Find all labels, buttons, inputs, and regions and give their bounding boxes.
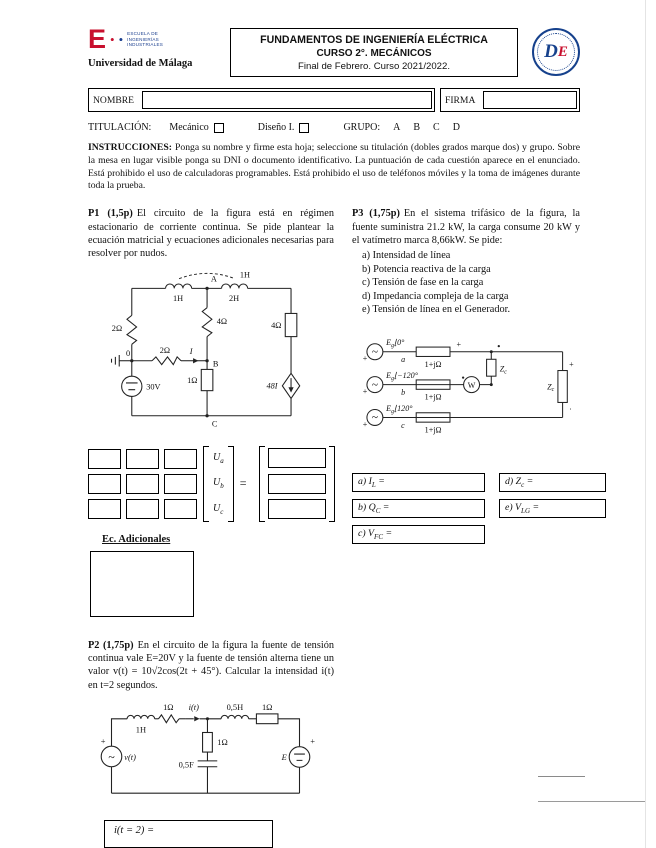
- p2-r2-label: 1Ω: [261, 702, 273, 713]
- instructions-text: Ponga su nombre y firme esta hoja; seleccione su titulación (dobles grados marque dos) y grupo. Sobre la mesa en lugar visible ponga su DNI o documento identificativo. La puntuación de cada cuestión aparece en el enunciado. Está prohibido el uso de calculadoras programables. Está prohibido el uso de teléfonos móviles y la toma de imágenes durante toda la prueba.: [88, 142, 580, 192]
- p2-cap-label: 0,5F: [178, 759, 194, 770]
- matrix-cell[interactable]: [88, 499, 121, 519]
- logo-line: INGENIERÍAS: [127, 36, 159, 42]
- identification-row: [88, 88, 580, 112]
- equals-sign: =: [239, 476, 247, 491]
- plus-mark: +: [569, 360, 574, 370]
- p3-item-e: e) Tensión de línea en el Generador.: [362, 304, 511, 316]
- p3-circuit-figure: [352, 333, 578, 455]
- p3-phase-b-label: b: [401, 388, 406, 398]
- plus-mark: +: [362, 387, 368, 397]
- nombre-input[interactable]: [142, 91, 432, 109]
- department-stamp-icon: [532, 28, 580, 76]
- p3-item-c: c) Tensión de fase en la carga: [362, 277, 484, 289]
- p1-matrix-equation: [88, 446, 334, 522]
- p3-source2-label: $E_g⌊-120^\circ$: [386, 371, 418, 383]
- p1-r2left-label: 2Ω: [111, 323, 123, 333]
- matrix-cell[interactable]: [88, 449, 121, 469]
- logo-dot-icon: •: [118, 31, 124, 47]
- p1-node-b-label: B: [212, 359, 219, 369]
- p1-mutual-label: 1H: [239, 270, 251, 280]
- matrix-cell[interactable]: [126, 474, 159, 494]
- p3-line-impedance-label: 1+jΩ: [424, 425, 442, 435]
- matrix-cell[interactable]: [164, 474, 197, 494]
- p1-nodes: [130, 286, 294, 417]
- plus-mark: +: [100, 736, 106, 747]
- p3-answers: [352, 473, 580, 544]
- p3-source1-label: $E_g⌊0^\circ$: [386, 338, 405, 350]
- answer-box-vlg[interactable]: e) $V_{LG}$ =: [499, 499, 606, 518]
- matrix-cell[interactable]: [164, 499, 197, 519]
- p2-answer-box[interactable]: [104, 820, 273, 848]
- p3-nodes: [462, 345, 500, 386]
- grupo-label: GRUPO:: [343, 122, 381, 133]
- p3-phase-c-label: c: [401, 421, 405, 431]
- firma-label: FIRMA: [445, 95, 476, 106]
- p2-answer-label: i(t = 2) =: [114, 825, 155, 837]
- p2-coil1-label: 1H: [135, 724, 147, 735]
- scan-artifact-line: [645, 0, 646, 848]
- p1-body: El circuito de la figura está en régimen estacionario de corriente continua. Se pide plantear la ecuación matricial y ecuaciones adicionales necesarias para resolver por nudos.: [88, 208, 334, 260]
- scan-artifact-line: [538, 776, 585, 777]
- p2-statement: [88, 639, 334, 693]
- p2-vt-label: v(t): [124, 752, 136, 763]
- matrix-cell[interactable]: [164, 449, 197, 469]
- stamp-letter: D: [544, 41, 558, 62]
- stamp-letter: E: [557, 43, 568, 60]
- p1-coil2-label: 2H: [229, 293, 240, 303]
- grupo-option-b[interactable]: B: [413, 122, 421, 133]
- p1-statement: [88, 207, 334, 261]
- matrix-cell[interactable]: [126, 499, 159, 519]
- ec-adicionales-box[interactable]: [90, 551, 194, 617]
- grupo-option-a[interactable]: A: [393, 122, 401, 133]
- plus-mark: +: [362, 420, 368, 430]
- p3-question-list: [352, 250, 580, 315]
- matrix-grid: [88, 449, 197, 519]
- p3-item-b: b) Potencia reactiva de la carga: [362, 263, 491, 275]
- matrix-cell[interactable]: [88, 474, 121, 494]
- vector-var: $U_a$: [213, 451, 224, 465]
- rhs-cell[interactable]: [268, 499, 326, 519]
- p3-load2-label: $Z_c$: [547, 382, 555, 394]
- course-subtitle: CURSO 2°. MECÁNICOS: [316, 48, 432, 59]
- titulacion-row: [88, 122, 580, 133]
- p1-coil1-label: 1H: [173, 293, 184, 303]
- p3-source3-label: $E_g⌊120^\circ$: [386, 404, 413, 416]
- p2-r1-label: 1Ω: [163, 702, 174, 713]
- university-name: Universidad de Málaga: [88, 58, 193, 69]
- p3-line-impedance-label: 1+jΩ: [424, 392, 442, 402]
- logo-text: [127, 31, 163, 48]
- p3-body: En el sistema trifásico de la figura, la fuente suministra 21.2 kW, la carga consume 20 kW y el vatímetro marca 8,66kW. Se pide:: [352, 208, 580, 246]
- p1-r4mid-label: 4Ω: [216, 316, 228, 326]
- p1-node-c-label: C: [211, 419, 218, 429]
- p1-circuit-figure: [98, 269, 320, 438]
- answer-box-vfc[interactable]: c) $V_{FC}$ =: [352, 525, 485, 544]
- p1-wires: [112, 284, 300, 416]
- p1-r4right-label: 4Ω: [271, 320, 282, 330]
- school-logo: [88, 26, 216, 69]
- answer-box-zc[interactable]: d) $Z_c$ =: [499, 473, 606, 492]
- plus-mark: +: [362, 354, 368, 364]
- nombre-label: NOMBRE: [93, 95, 135, 106]
- p2-heading: P2 (1,75p): [88, 639, 134, 651]
- p1-heading: P1 (1,5p): [88, 208, 133, 220]
- ac-source-icon: ~: [108, 751, 115, 765]
- p3-phase-a-label: a: [401, 355, 406, 365]
- answer-box-qc[interactable]: b) $Q_C$ =: [352, 499, 485, 518]
- ac-source-icon: ~: [371, 412, 378, 425]
- grupo-option-c[interactable]: C: [433, 122, 440, 133]
- voltage-vector: [203, 446, 234, 522]
- checkbox-mecanico[interactable]: [214, 123, 224, 133]
- p2-current-label: i(t): [188, 702, 199, 713]
- titulacion-label: TITULACIÓN:: [88, 122, 152, 133]
- header: [88, 26, 580, 77]
- ec-adicionales-label: Ec. Adicionales: [102, 533, 171, 545]
- p2-e-label: E: [281, 752, 287, 763]
- rhs-vector: [259, 446, 335, 522]
- p3-load1-label: $Z_c$: [499, 364, 507, 376]
- nombre-box: [88, 88, 435, 112]
- logo-e-icon: E: [88, 24, 107, 54]
- p3-line-impedance-label: 1+jΩ: [424, 360, 442, 370]
- p2-coil2-label: 0,5H: [226, 702, 244, 713]
- checkbox-diseno[interactable]: [299, 123, 309, 133]
- logo-line: ESCUELA DE: [127, 30, 158, 36]
- p2-body: En el circuito de la figura la fuente de tensión continua vale E=20V y la fuente de tensión alterna tiene un valor v(t) = 10√2cos(2t + 45°). Calcular la intensidad i(t) en t=2 segundos.: [88, 639, 334, 691]
- wattmeter-label: W: [467, 381, 476, 391]
- instructions: [88, 142, 580, 193]
- p1-dependent-source-label: 48I: [266, 381, 278, 391]
- rhs-cell[interactable]: [268, 474, 326, 494]
- option-diseno-label: Diseño I.: [257, 122, 295, 133]
- scan-artifact-line: [538, 801, 645, 802]
- plus-mark: +: [310, 736, 316, 747]
- answer-box-il[interactable]: a) $I_L$ =: [352, 473, 485, 492]
- logo-line: INDUSTRIALES: [127, 42, 163, 48]
- p3-item-d: d) Impedancia compleja de la carga: [362, 290, 509, 302]
- p1-r2mid-label: 2Ω: [159, 345, 171, 355]
- left-column: [88, 207, 334, 848]
- vector-var: $U_c$: [213, 502, 224, 516]
- right-column: [352, 207, 580, 848]
- ac-source-icon: ~: [371, 346, 378, 359]
- p2-rmid-label: 1Ω: [217, 737, 228, 748]
- exam-date: Final de Febrero. Curso 2021/2022.: [298, 61, 450, 72]
- plus-mark: +: [456, 340, 462, 350]
- ac-source-icon: ~: [371, 379, 378, 392]
- firma-box: [440, 88, 580, 112]
- firma-input[interactable]: [483, 91, 577, 109]
- p3-statement: [352, 207, 580, 247]
- grupo-option-d[interactable]: D: [452, 122, 460, 133]
- instructions-label: INSTRUCCIONES:: [88, 142, 172, 153]
- vector-var: $U_b$: [213, 477, 224, 491]
- course-title: FUNDAMENTOS DE INGENIERÍA ELÉCTRICA: [260, 34, 488, 46]
- rhs-cell[interactable]: [268, 448, 326, 468]
- logo-dot-icon: •: [110, 31, 115, 47]
- p3-item-a: a) Intensidad de línea: [362, 250, 451, 262]
- p1-r1-label: 1Ω: [187, 375, 198, 385]
- p2-circuit-figure: [88, 699, 323, 812]
- dot-mark: ·: [569, 405, 572, 415]
- p3-heading: P3 (1,75p): [352, 208, 400, 220]
- p1-current-label: I: [189, 346, 193, 356]
- p1-node-0-label: 0: [125, 348, 131, 358]
- exam-title-box: [230, 28, 518, 77]
- p1-source-label: 30V: [146, 382, 161, 392]
- matrix-cell[interactable]: [126, 449, 159, 469]
- option-mecanico-label: Mecánico: [169, 122, 209, 133]
- p1-node-a-label: A: [210, 274, 217, 284]
